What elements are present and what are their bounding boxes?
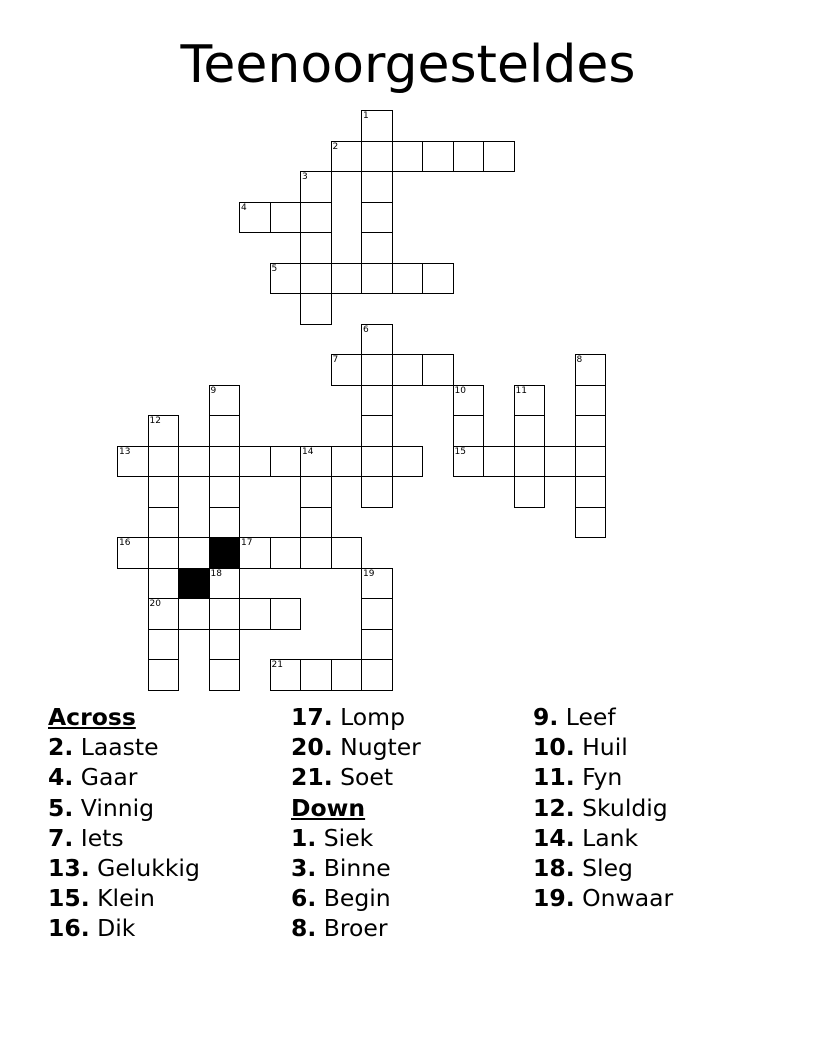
grid-cell[interactable] bbox=[453, 446, 485, 478]
clue-item bbox=[291, 732, 421, 762]
grid-cell[interactable] bbox=[239, 598, 271, 630]
grid-cell[interactable] bbox=[361, 171, 393, 203]
clue-number: 9 bbox=[210, 385, 217, 396]
grid-cell[interactable] bbox=[300, 202, 332, 234]
grid-cell[interactable] bbox=[361, 568, 393, 600]
grid-cell[interactable] bbox=[392, 141, 424, 173]
grid-cell[interactable] bbox=[117, 537, 149, 569]
clue-item bbox=[48, 732, 200, 762]
clue-number: 11 bbox=[515, 385, 527, 396]
clue-number: 5 bbox=[271, 263, 278, 274]
clue-item-text: Onwaar bbox=[582, 884, 674, 913]
grid-cell[interactable] bbox=[361, 202, 393, 234]
grid-cell[interactable] bbox=[300, 446, 332, 478]
clue-item-text: Siek bbox=[323, 823, 374, 852]
grid-cell[interactable] bbox=[148, 537, 180, 569]
clue-item-number: 16. bbox=[48, 914, 90, 943]
clue-item-text: Vinnig bbox=[80, 793, 155, 822]
clue-item-text: Gaar bbox=[80, 763, 138, 792]
grid-cell[interactable] bbox=[148, 568, 180, 600]
grid-cell[interactable] bbox=[300, 659, 332, 691]
clue-number: 7 bbox=[332, 355, 339, 365]
grid-cell-blocked bbox=[178, 568, 210, 600]
grid-cell[interactable] bbox=[300, 507, 332, 539]
clue-item-text: Sleg bbox=[582, 854, 633, 883]
grid-cell[interactable] bbox=[514, 476, 546, 508]
clue-number: 3 bbox=[302, 172, 308, 182]
puzzle-title: Teenoorgesteldes bbox=[180, 35, 636, 95]
grid-cell[interactable] bbox=[148, 507, 180, 539]
clue-item bbox=[533, 853, 673, 883]
grid-cell[interactable] bbox=[575, 415, 607, 447]
clue-number: 1 bbox=[363, 111, 369, 121]
clue-number: 13 bbox=[119, 446, 131, 457]
clue-item bbox=[291, 853, 421, 883]
clue-number: 12 bbox=[149, 416, 161, 426]
grid-cell[interactable] bbox=[361, 598, 393, 630]
grid-cell[interactable] bbox=[453, 141, 485, 173]
clue-item-number: 20. bbox=[291, 733, 333, 762]
grid-cell[interactable] bbox=[148, 629, 180, 661]
clue-number: 17 bbox=[241, 538, 253, 548]
clue-item bbox=[291, 702, 421, 732]
clue-number: 14 bbox=[302, 446, 314, 457]
clue-number: 8 bbox=[576, 355, 583, 365]
clue-item-text: Begin bbox=[323, 884, 391, 913]
grid-cell[interactable] bbox=[331, 537, 363, 569]
clue-item-number: 8. bbox=[291, 914, 317, 943]
clue-number: 10 bbox=[454, 385, 466, 396]
clue-item bbox=[533, 702, 673, 732]
grid-cell[interactable] bbox=[209, 446, 241, 478]
grid-cell[interactable] bbox=[361, 110, 393, 142]
grid-cell[interactable] bbox=[209, 415, 241, 447]
clue-item-number: 11. bbox=[533, 763, 575, 792]
clue-item-number: 21. bbox=[291, 763, 333, 792]
grid-cell-blocked bbox=[209, 537, 241, 569]
grid-cell[interactable] bbox=[483, 446, 515, 478]
grid-cell[interactable] bbox=[270, 537, 302, 569]
clue-item bbox=[291, 823, 421, 853]
clue-item bbox=[48, 762, 200, 792]
grid-cell[interactable] bbox=[575, 446, 607, 478]
grid-cell[interactable] bbox=[209, 598, 241, 630]
clue-item-text: Leef bbox=[565, 703, 616, 731]
clue-number: 16 bbox=[119, 538, 131, 548]
clue-item-number: 2. bbox=[48, 733, 74, 762]
grid-cell[interactable] bbox=[270, 659, 302, 691]
grid-cell[interactable] bbox=[361, 446, 393, 478]
grid-cell[interactable] bbox=[300, 293, 332, 325]
grid-cell[interactable] bbox=[392, 354, 424, 386]
grid-cell[interactable] bbox=[239, 537, 271, 569]
grid-cell[interactable] bbox=[575, 507, 607, 539]
clue-item bbox=[533, 883, 673, 913]
grid-cell[interactable] bbox=[361, 415, 393, 447]
clue-item-text: Laaste bbox=[80, 733, 159, 762]
clue-heading-across: Across bbox=[48, 703, 136, 731]
clue-item-number: 15. bbox=[48, 884, 90, 913]
clue-item bbox=[48, 823, 200, 853]
grid-cell[interactable] bbox=[209, 385, 241, 417]
clue-column-2 bbox=[291, 702, 421, 944]
grid-cell[interactable] bbox=[270, 263, 302, 295]
clue-number: 18 bbox=[210, 568, 222, 579]
clue-number: 2 bbox=[332, 141, 339, 152]
grid-cell[interactable] bbox=[209, 476, 241, 508]
grid-cell[interactable] bbox=[331, 141, 363, 173]
clue-number: 6 bbox=[363, 324, 369, 335]
grid-cell[interactable] bbox=[300, 476, 332, 508]
grid-cell[interactable] bbox=[331, 659, 363, 691]
grid-cell[interactable] bbox=[361, 659, 393, 691]
grid-cell[interactable] bbox=[239, 446, 271, 478]
clue-column-1 bbox=[48, 702, 200, 944]
clue-item-number: 13. bbox=[48, 854, 90, 883]
clue-column-3 bbox=[533, 702, 673, 913]
clue-item-text: Iets bbox=[80, 823, 124, 852]
clue-item-number: 14. bbox=[533, 823, 575, 852]
clue-number: 21 bbox=[271, 660, 283, 670]
grid-cell[interactable] bbox=[270, 446, 302, 478]
clue-item-number: 10. bbox=[533, 733, 575, 762]
clue-item-text: Skuldig bbox=[582, 793, 668, 822]
grid-cell[interactable] bbox=[270, 598, 302, 630]
grid-cell[interactable] bbox=[361, 263, 393, 295]
clue-item bbox=[48, 793, 200, 823]
grid-cell[interactable] bbox=[117, 446, 149, 478]
clue-item-number: 12. bbox=[533, 793, 575, 822]
grid-cell[interactable] bbox=[361, 354, 393, 386]
grid-cell[interactable] bbox=[514, 385, 546, 417]
grid-cell[interactable] bbox=[514, 415, 546, 447]
clue-item bbox=[48, 883, 200, 913]
grid-cell[interactable] bbox=[575, 476, 607, 508]
clue-item bbox=[533, 793, 673, 823]
grid-cell[interactable] bbox=[209, 659, 241, 691]
grid-cell[interactable] bbox=[483, 141, 515, 173]
grid-cell[interactable] bbox=[361, 629, 393, 661]
grid-cell[interactable] bbox=[392, 263, 424, 295]
grid-cell[interactable] bbox=[575, 354, 607, 386]
grid-cell[interactable] bbox=[178, 598, 210, 630]
grid-cell[interactable] bbox=[178, 537, 210, 569]
clue-item-number: 6. bbox=[291, 884, 317, 913]
clue-item-number: 9. bbox=[533, 703, 559, 731]
clue-item-text: Lomp bbox=[340, 703, 405, 731]
grid-cell[interactable] bbox=[300, 537, 332, 569]
grid-cell[interactable] bbox=[148, 415, 180, 447]
clue-item-number: 7. bbox=[48, 823, 74, 852]
clue-item-number: 19. bbox=[533, 884, 575, 913]
clue-item-number: 3. bbox=[291, 854, 317, 883]
clue-number: 4 bbox=[241, 202, 247, 213]
grid-cell[interactable] bbox=[544, 446, 576, 478]
clue-heading-down: Down bbox=[291, 793, 366, 822]
grid-cell[interactable] bbox=[209, 568, 241, 600]
clue-number: 15 bbox=[454, 446, 466, 457]
clue-item bbox=[48, 853, 200, 883]
clue-item-text: Nugter bbox=[340, 733, 421, 762]
grid-cell[interactable] bbox=[453, 415, 485, 447]
grid-cell[interactable] bbox=[422, 263, 454, 295]
grid-cell[interactable] bbox=[148, 598, 180, 630]
grid-cell[interactable] bbox=[361, 324, 393, 356]
clue-item bbox=[291, 762, 421, 792]
clue-item-number: 17. bbox=[291, 703, 333, 731]
clue-item bbox=[533, 823, 673, 853]
grid-cell[interactable] bbox=[361, 141, 393, 173]
grid-cell[interactable] bbox=[239, 202, 271, 234]
grid-cell[interactable] bbox=[575, 385, 607, 417]
grid-cell[interactable] bbox=[148, 446, 180, 478]
clue-item-text: Huil bbox=[582, 733, 628, 762]
grid-cell[interactable] bbox=[300, 263, 332, 295]
clue-item-number: 18. bbox=[533, 854, 575, 883]
grid-cell[interactable] bbox=[300, 171, 332, 203]
grid-cell[interactable] bbox=[148, 476, 180, 508]
clue-item-text: Dik bbox=[97, 914, 136, 943]
clue-item bbox=[291, 913, 421, 943]
clue-item-number: 1. bbox=[291, 823, 317, 852]
clue-item bbox=[533, 732, 673, 762]
clue-item bbox=[291, 883, 421, 913]
grid-cell[interactable] bbox=[361, 476, 393, 508]
grid-cell[interactable] bbox=[331, 446, 363, 478]
clue-number: 19 bbox=[363, 568, 375, 579]
grid-cell[interactable] bbox=[361, 232, 393, 264]
clue-item bbox=[533, 762, 673, 792]
clue-item-text: Klein bbox=[97, 884, 155, 913]
clue-item-text: Binne bbox=[323, 854, 391, 883]
grid-cell[interactable] bbox=[422, 141, 454, 173]
grid-cell[interactable] bbox=[331, 354, 363, 386]
grid-cell[interactable] bbox=[209, 507, 241, 539]
clue-item-text: Fyn bbox=[582, 763, 623, 792]
clue-item-text: Lank bbox=[582, 823, 639, 852]
clue-number: 20 bbox=[149, 599, 161, 609]
clue-item-number: 5. bbox=[48, 793, 74, 822]
clue-item-text: Broer bbox=[323, 914, 388, 943]
grid-cell[interactable] bbox=[178, 446, 210, 478]
grid-cell[interactable] bbox=[361, 385, 393, 417]
grid-cell[interactable] bbox=[453, 385, 485, 417]
clue-item-text: Soet bbox=[340, 763, 394, 792]
grid-cell[interactable] bbox=[331, 263, 363, 295]
grid-cell[interactable] bbox=[422, 354, 454, 386]
grid-cell[interactable] bbox=[270, 202, 302, 234]
grid-cell[interactable] bbox=[392, 446, 424, 478]
grid-cell[interactable] bbox=[209, 629, 241, 661]
clue-item bbox=[48, 913, 200, 943]
grid-cell[interactable] bbox=[148, 659, 180, 691]
grid-cell[interactable] bbox=[514, 446, 546, 478]
clue-item-number: 4. bbox=[48, 763, 74, 792]
grid-cell[interactable] bbox=[300, 232, 332, 264]
clue-item-text: Gelukkig bbox=[97, 854, 200, 883]
